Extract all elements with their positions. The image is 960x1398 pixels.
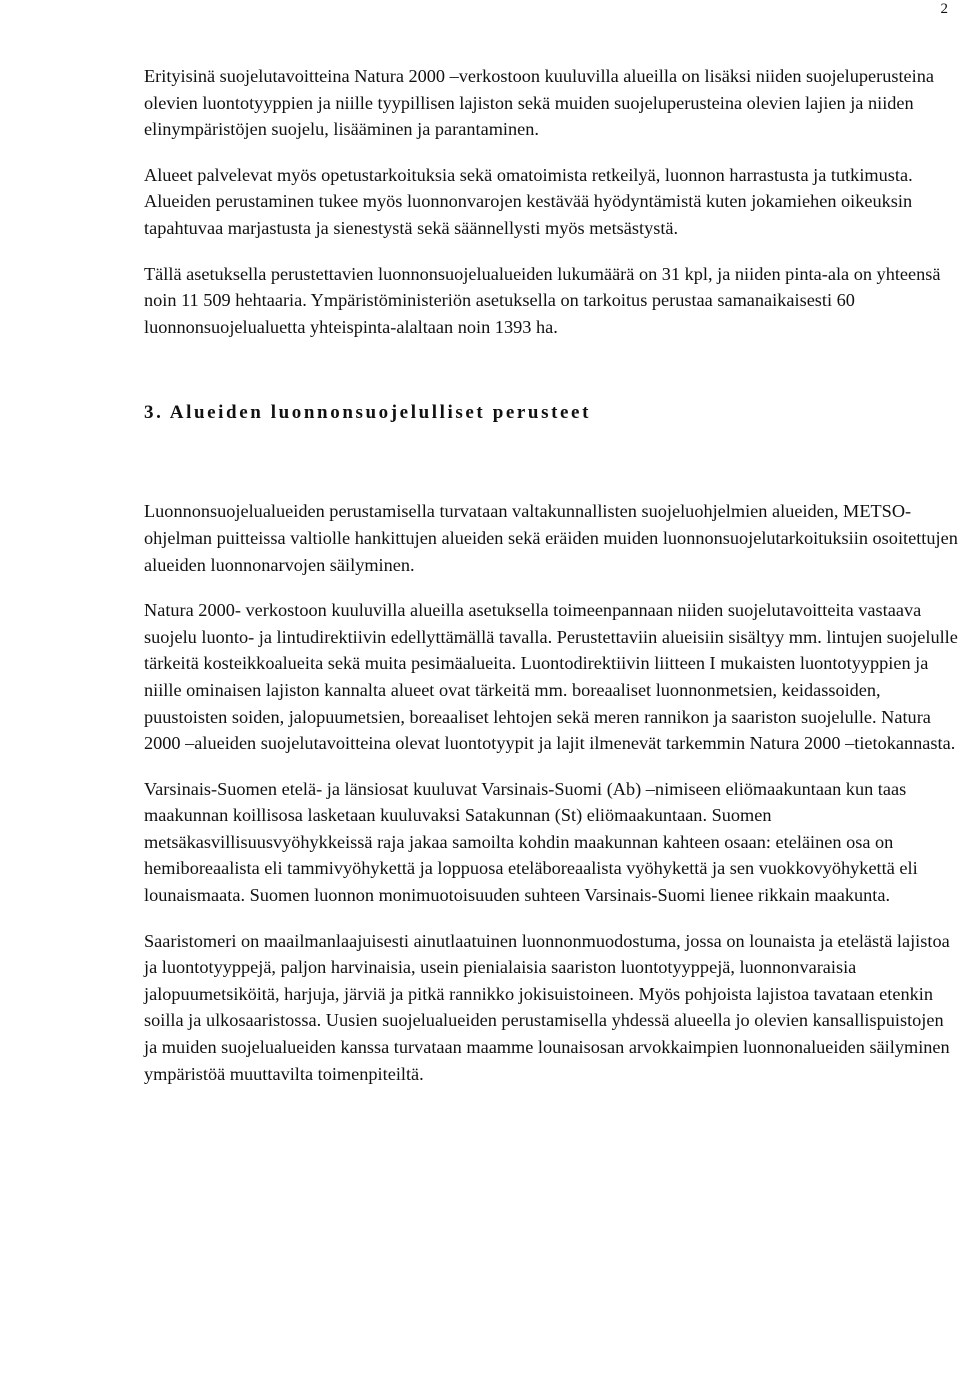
document-body (144, 63, 958, 1087)
paragraph-natura-network: Natura 2000- verkostoon kuuluvilla alueilla asetuksella toimeenpannaan niiden suojelutavoitteita vastaava suojelu luonto- ja lintudirektiivin edellyttämällä tavalla. Perustettaviin alueisiin sisältyy mm. lintujen suojelulle tärkeitä kosteikkoalueita sekä muita pesimäalueita. Luontodirektiivin liitteen I mukaisten luontotyyppien ja niille ominaisen lajiston kannalta alueet ovat tärkeitä mm. boreaaliset luonnonmetsien, keidassoiden, puustoisten soiden, jalopuumetsien, boreaaliset lehtojen sekä meren rannikon ja saariston suojelulle. Natura 2000 –alueiden suojelutavoitteina olevat luontotyypit ja lajit ilmenevät tarkemmin Natura 2000 –tietokannasta. (144, 600, 958, 754)
page-number: 2 (940, 1, 948, 17)
paragraph-biogeography: Varsinais-Suomen etelä- ja länsiosat kuuluvat Varsinais-Suomi (Ab) –nimiseen eliömaakuntaan kun taas maakunnan koillisosa lasketaan kuuluvaksi Satakunnan (St) eliömaakuntaan. Suomen metsäkasvillisuusvyöhykkeissä raja jakaa samoilta kohdin maakunnan kahteen osaan: eteläinen osa on hemiboreaalista eli tammivyöhykettä ja loppuosa eteläboreaalista vyöhykettä ja sen vuokkovyöhykettä eli lounaismaata. Suomen luonnon monimuotoisuuden suhteen Varsinais-Suomi lienee rikkain maakunta. (144, 778, 918, 906)
paragraph-archipelago: Saaristomeri on maailmanlaajuisesti ainutlaatuinen luonnonmuodostuma, jossa on lounaista ja etelästä lajistoa ja luontotyyppejä, paljon harvinaisia, usein pienialaisia saariston luontotyyppejä, luonnonvaraisia jalopuumetsiköitä, harjuja, järviä ja pitkä rannikko jokisuistoineen. Myös pohjoista lajistoa tavataan etenkin soilla ja ulkosaaristossa. Uusien suojelualueiden perustamisella yhdessä alueella jo olevien kansallispuistojen ja muiden suojelualueiden kanssa turvataan maamme lounaisosan arvokkaimpien luonnonalueiden säilyminen ympäristöä muuttavilta toimenpiteiltä. (144, 930, 950, 1084)
paragraph-counts: Tällä asetuksella perustettavien luonnonsuojelualueiden lukumäärä on 31 kpl, ja niiden pinta-ala on yhteensä noin 11 509 hehtaaria. Ympäristöministeriön asetuksella on tarkoitus perustaa samanaikaisesti 60 luonnonsuojelualuetta yhteispinta-alaltaan noin 1393 ha. (144, 263, 941, 337)
section-heading: 3. Alueiden luonnonsuojelulliset perusteet (144, 402, 592, 424)
paragraph-protection: Luonnonsuojelualueiden perustamisella turvataan valtakunnallisten suojeluohjelmien alueiden, METSO-ohjelman puitteissa valtiolle hankittujen alueiden sekä eräiden muiden luonnonsuojelutarkoituksiin osoitettujen alueiden luonnonarvojen säilyminen. (144, 501, 958, 575)
paragraph-natura-goals: Erityisinä suojelutavoitteina Natura 2000 –verkostoon kuuluvilla alueilla on lisäksi niiden suojeluperusteina olevien luontotyyppien ja niille tyypillisen lajiston sekä muiden suojeluperusteina olevien lajien ja niiden elinympäristöjen suojelu, lisääminen ja parantaminen. (144, 66, 934, 140)
paragraph-uses: Alueet palvelevat myös opetustarkoituksia sekä omatoimista retkeilyä, luonnon harrastusta ja tutkimusta. Alueiden perustaminen tukee myös luonnonvarojen kestävää hyödyntämistä kuten jokamiehen oikeuksin tapahtuvaa marjastusta ja sienestystä sekä säännellysti myös metsästystä. (144, 164, 913, 238)
